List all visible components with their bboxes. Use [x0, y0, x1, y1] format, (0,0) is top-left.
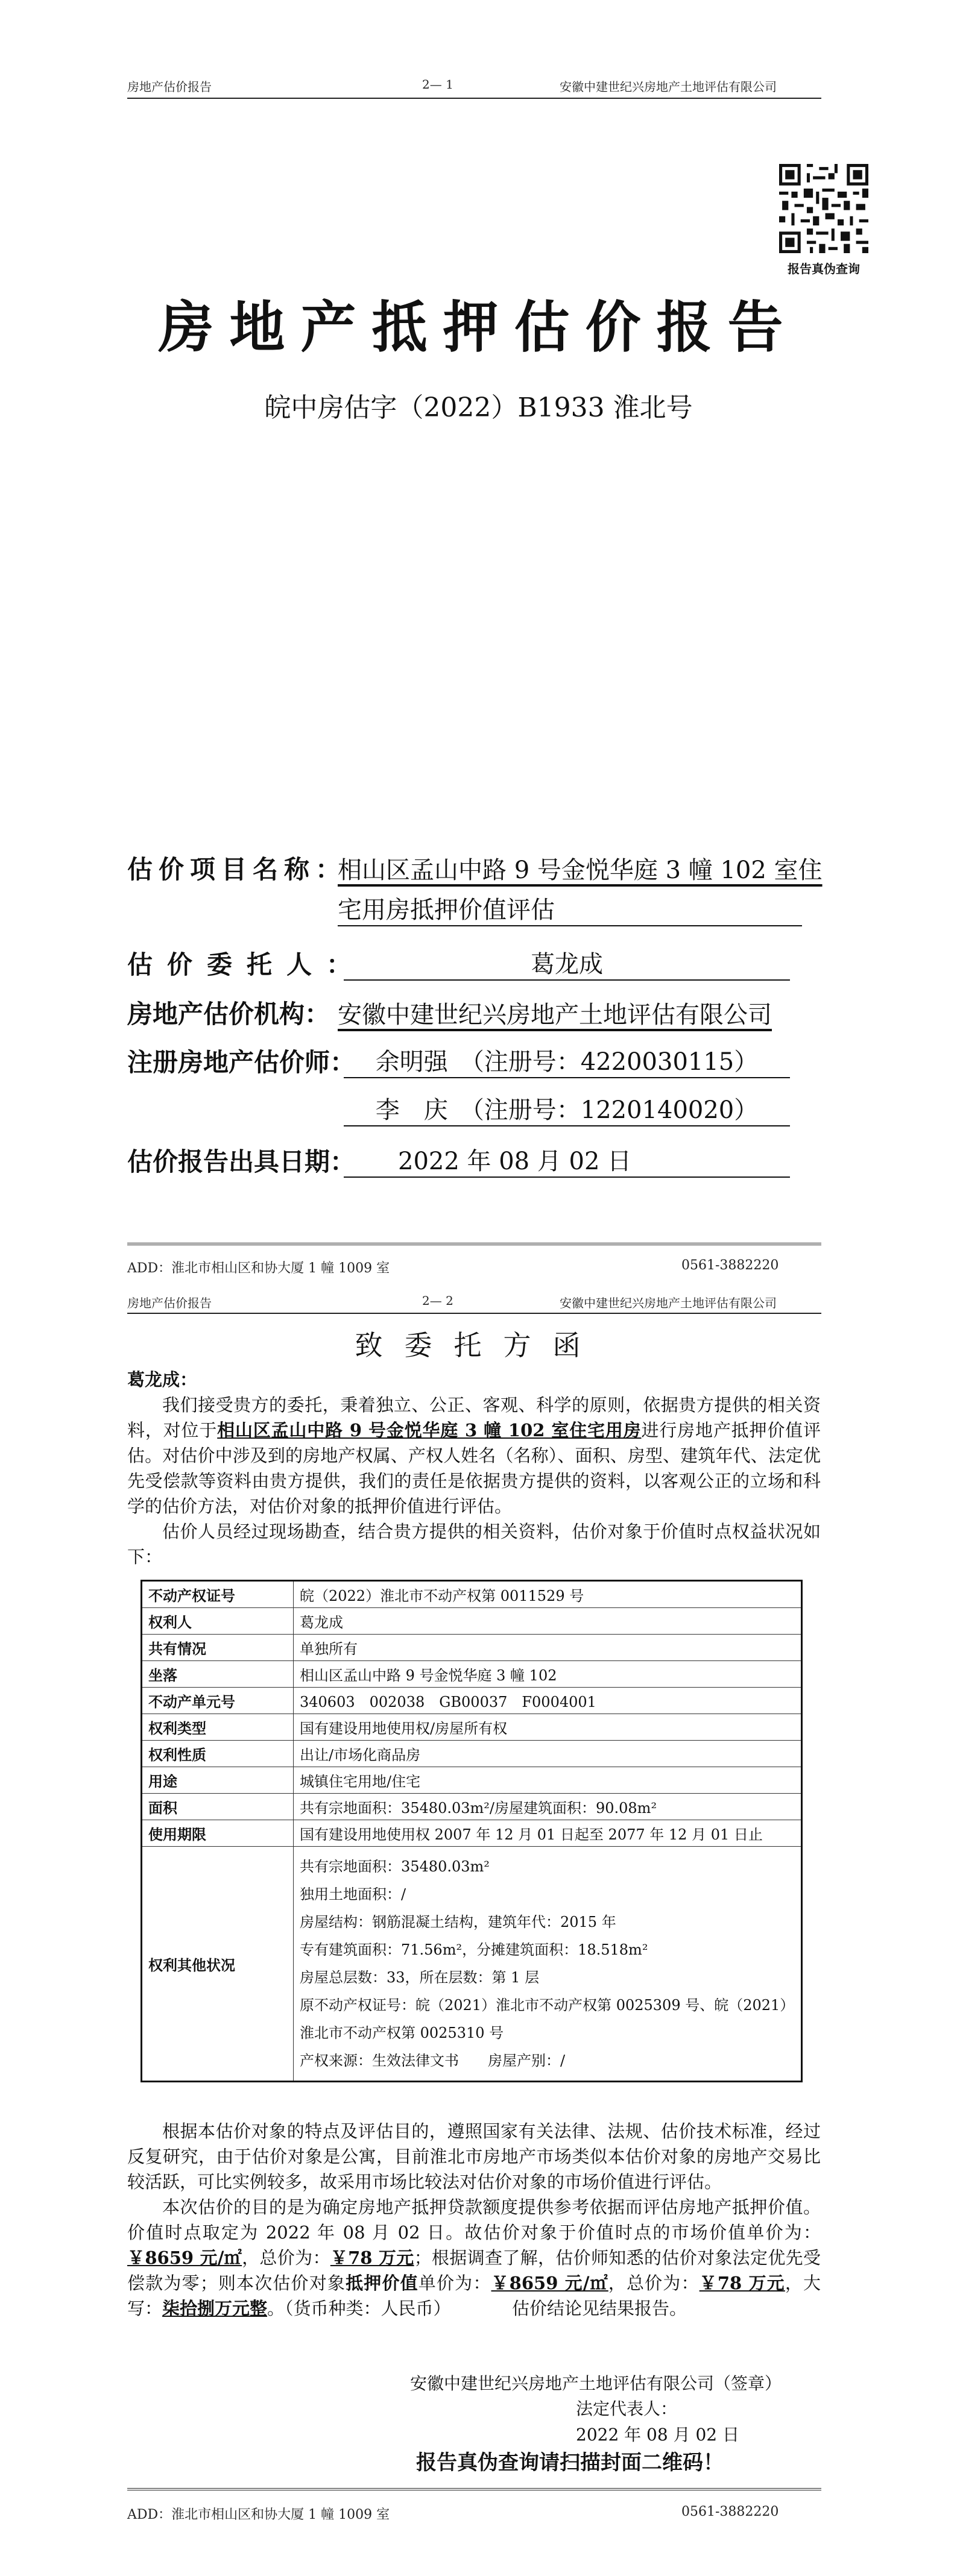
page2-footer-rule [127, 2488, 821, 2490]
row-key: 不动产单元号 [142, 1688, 294, 1714]
table-row [142, 1820, 802, 1847]
page1-footer-address: ADD：淮北市相山区和协大厦 1 幢 1009 室 [127, 1261, 390, 1276]
page2-footer-phone: 0561-3882220 [681, 2504, 779, 2519]
page2-footer-address: ADD：淮北市相山区和协大厦 1 幢 1009 室 [127, 2507, 390, 2522]
table-row [142, 1767, 802, 1794]
para4-g: ，大写： [127, 2273, 821, 2319]
page1-header-page: 2— 1 [422, 77, 453, 92]
para4-d: 抵押价值 [346, 2273, 418, 2293]
letter-title: 致委托方函 [355, 1329, 602, 1362]
para4-e: 单价为： [418, 2273, 491, 2293]
page1-header-right: 安徽中建世纪兴房地产土地评估有限公司 [560, 80, 777, 94]
agency-label: 房地产估价机构： [127, 999, 330, 1029]
project-name-value-2: 宅用房抵押价值评估 [338, 891, 802, 926]
table-row [142, 1688, 802, 1714]
para2: 估价人员经过现场勘查，结合贵方提供的相关资料，估价对象于价值时点权益状况如下： [127, 1521, 821, 1567]
client-label: 估价委托人： [127, 950, 367, 979]
letter-paragraph-3 [127, 2119, 821, 2321]
page2-header-rule [127, 1313, 821, 1314]
page1-header-left: 房地产估价报告 [127, 80, 212, 94]
row-value: 出让/市场化商品房 [294, 1741, 802, 1767]
signature-legal-rep: 法定代表人： [576, 2399, 678, 2419]
appraiser-1: 余明强 （注册号：4220030115） [344, 1043, 790, 1078]
row-value: 单独所有 [294, 1635, 802, 1661]
row-value: 国有建设用地使用权/房屋所有权 [294, 1714, 802, 1741]
other-line: 独用土地面积：/ [300, 1886, 406, 1903]
salutation: 葛龙成： [127, 1369, 198, 1390]
row-value: 相山区孟山中路 9 号金悦华庭 3 幢 102 [294, 1661, 802, 1688]
appraiser-2: 李 庆 （注册号：1220140020） [344, 1091, 790, 1126]
signature-company: 安徽中建世纪兴房地产土地评估有限公司（签章） [410, 2373, 782, 2393]
other-line: 共有宗地面积：35480.03m² [300, 1858, 490, 1875]
row-key: 权利性质 [142, 1741, 294, 1767]
table-row [142, 1741, 802, 1767]
page1-footer-phone: 0561-3882220 [681, 1258, 779, 1273]
para4-h: 。（货币种类：人民币） 估价结论见结果报告。 [267, 2298, 687, 2319]
row-value: 葛龙成 [294, 1608, 802, 1635]
para4-a: 本次估价的目的是为确定房地产抵押贷款额度提供参考依据而评估房地产抵押价值。价值时点取定为 2022 年 08 月 02 日。故估价对象于价值时点的市场价值单价为： [127, 2197, 821, 2243]
row-key: 权利其他状况 [142, 1847, 294, 2082]
table-row [142, 1794, 802, 1820]
report-date-value: 2022 年 08 月 02 日 [344, 1142, 790, 1178]
agency-value: 安徽中建世纪兴房地产土地评估有限公司 [338, 1001, 772, 1029]
project-name-label: 估价项目名称： [127, 855, 347, 884]
row-key: 坐落 [142, 1661, 294, 1688]
para4-b: ，总价为： [242, 2248, 330, 2268]
row-key: 不动产权证号 [142, 1581, 294, 1608]
row-value: 340603 002038 GB00037 F0004001 [294, 1688, 802, 1714]
total-price-2: ￥78 万元 [699, 2273, 785, 2293]
para1-subject: 相山区孟山中路 9 号金悦华庭 3 幢 102 室住宅用房 [217, 1420, 642, 1440]
para1-a: 我们接受贵方的委托，秉着独立、公正、客观、科学的原则，依据贵方提供的相关资料，对位于 [127, 1395, 821, 1440]
para4-f: ，总价为： [608, 2273, 700, 2293]
row-key: 权利人 [142, 1608, 294, 1635]
qr-verify-notice: 报告真伪查询请扫描封面二维码！ [416, 2451, 724, 2475]
unit-price-1: ￥8659 元/㎡ [127, 2248, 242, 2268]
total-price-1: ￥78 万元 [330, 2248, 414, 2268]
other-status-cell [294, 1847, 802, 2082]
page1-header-rule [127, 98, 821, 99]
table-row [142, 1608, 802, 1635]
rights-table [141, 1580, 803, 2082]
letter-paragraph-1 [127, 1392, 821, 1569]
row-value: 皖（2022）淮北市不动产权第 0011529 号 [294, 1581, 802, 1608]
other-line: 产权来源：生效法律文书 房屋产别：/ [300, 2052, 566, 2069]
other-line: 房屋总层数：33，所在层数：第 1 层 [300, 1969, 540, 1986]
row-key: 用途 [142, 1767, 294, 1794]
para3: 根据本估价对象的特点及评估目的，遵照国家有关法律、法规、估价技术标准，经过反复研究，由于估价对象是公寓，目前淮北市房地产市场类似本估价对象的房地产交易比较活跃，可比实例较多，故采用市场比较法对估价对象的市场价值进行评估。 [127, 2121, 821, 2192]
row-key: 共有情况 [142, 1635, 294, 1661]
qr-code-icon[interactable] [779, 164, 868, 253]
row-key: 使用期限 [142, 1820, 294, 1847]
appraiser-label: 注册房地产估价师： [127, 1048, 356, 1077]
table-row [142, 1581, 802, 1608]
page2-header-left: 房地产估价报告 [127, 1296, 212, 1310]
para1-c: 进行房地产抵押价值评估。对估价中涉及到的房地产权属、产权人姓名（名称）、面积、房型、建筑年代、法定优先受偿款等资料由贵方提供，我们的责任是依据贵方提供的资料，以客观公正的立场和科学的估价方法，对估价对象的抵押价值进行评估。 [127, 1420, 821, 1516]
qr-caption: 报告真伪查询 [788, 262, 860, 276]
page1-footer-rule [127, 1243, 821, 1245]
para4 [127, 2194, 821, 2321]
row-value: 国有建设用地使用权 2007 年 12 月 01 日起至 2077 年 12 月 01 日止 [294, 1820, 802, 1847]
row-key: 权利类型 [142, 1714, 294, 1741]
row-key: 面积 [142, 1794, 294, 1820]
report-date-label: 估价报告出具日期： [127, 1147, 356, 1176]
total-price-uppercase: 柒拾捌万元整 [162, 2298, 268, 2319]
project-name-value-1: 相山区孟山中路 9 号金悦华庭 3 幢 102 室住 [338, 856, 823, 884]
row-value: 共有宗地面积：35480.03m²/房屋建筑面积：90.08m² [294, 1794, 802, 1820]
page2-header-page: 2— 2 [422, 1293, 453, 1308]
table-row [142, 1661, 802, 1688]
signature-date: 2022 年 08 月 02 日 [576, 2425, 740, 2445]
table-row [142, 1714, 802, 1741]
report-title: 房地产抵押估价报告 [158, 295, 799, 360]
other-line: 原不动产权证号：皖（2021）淮北市不动产权第 0025309 号、皖（2021）淮北市不动产权第 0025310 号 [300, 1997, 795, 2041]
table-row [142, 1635, 802, 1661]
para4-c: ；根据调查了解，估价师知悉的估价对象法定优先受偿款为零；则本次估价对象 [127, 2248, 821, 2293]
row-value: 城镇住宅用地/住宅 [294, 1767, 802, 1794]
unit-price-2: ￥8659 元/㎡ [491, 2273, 608, 2293]
report-number: 皖中房估字（2022）B1933 淮北号 [264, 392, 693, 423]
other-line: 房屋结构：钢筋混凝土结构，建筑年代：2015 年 [300, 1914, 616, 1930]
other-line: 专有建筑面积：71.56m²，分摊建筑面积：18.518m² [300, 1941, 648, 1958]
table-row-other-status [142, 1847, 802, 2082]
client-value: 葛龙成 [344, 945, 790, 981]
page2-header-right: 安徽中建世纪兴房地产土地评估有限公司 [560, 1296, 777, 1310]
